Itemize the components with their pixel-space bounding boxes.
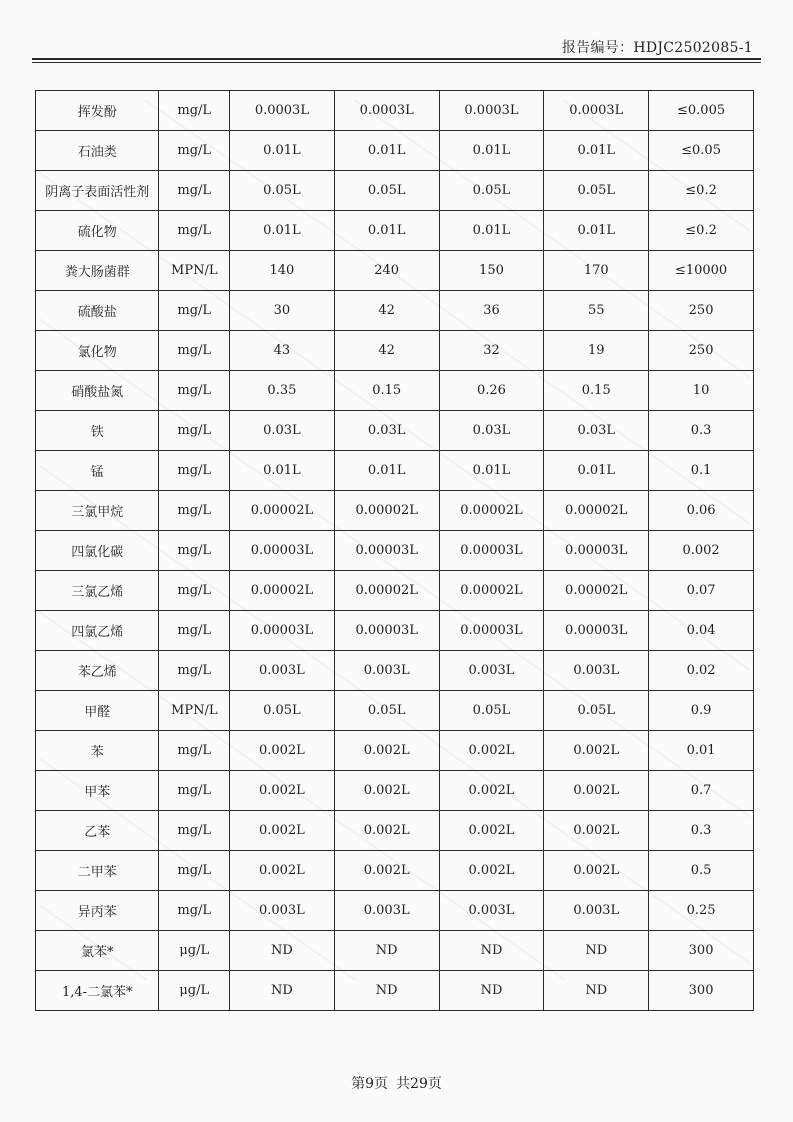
table-row bbox=[36, 611, 754, 651]
unit-cell: MPN/L bbox=[159, 691, 230, 731]
sample-3-value-cell: 0.26 bbox=[439, 371, 544, 411]
limit-cell: 0.7 bbox=[649, 771, 754, 811]
sample-3-value-cell: 0.003L bbox=[439, 651, 544, 691]
sample-4-value-cell: 0.01L bbox=[544, 211, 649, 251]
table-row bbox=[36, 531, 754, 571]
sample-2-value-cell: 0.00002L bbox=[334, 571, 439, 611]
sample-2-value-cell: 0.01L bbox=[334, 451, 439, 491]
unit-cell: mg/L bbox=[159, 291, 230, 331]
limit-cell: 0.07 bbox=[649, 571, 754, 611]
results-table bbox=[35, 90, 754, 1011]
table-row bbox=[36, 731, 754, 771]
item-name-cell: 氯苯* bbox=[36, 931, 159, 971]
item-name-cell: 异丙苯 bbox=[36, 891, 159, 931]
table-row bbox=[36, 371, 754, 411]
sample-3-value-cell: 0.05L bbox=[439, 171, 544, 211]
sample-2-value-cell: 0.0003L bbox=[334, 91, 439, 131]
sample-4-value-cell: 0.05L bbox=[544, 171, 649, 211]
sample-3-value-cell: 0.002L bbox=[439, 771, 544, 811]
limit-cell: ≤10000 bbox=[649, 251, 754, 291]
limit-cell: 250 bbox=[649, 291, 754, 331]
sample-3-value-cell: 36 bbox=[439, 291, 544, 331]
table-row bbox=[36, 851, 754, 891]
item-name-cell: 硝酸盐氮 bbox=[36, 371, 159, 411]
sample-4-value-cell: ND bbox=[544, 971, 649, 1011]
item-name-cell: 甲醛 bbox=[36, 691, 159, 731]
limit-cell: 0.02 bbox=[649, 651, 754, 691]
item-name-cell: 锰 bbox=[36, 451, 159, 491]
sample-4-value-cell: 0.05L bbox=[544, 691, 649, 731]
limit-cell: ≤0.2 bbox=[649, 211, 754, 251]
sample-2-value-cell: 0.01L bbox=[334, 131, 439, 171]
sample-1-value-cell: 140 bbox=[230, 251, 335, 291]
sample-1-value-cell: 0.0003L bbox=[230, 91, 335, 131]
item-name-cell: 三氯乙烯 bbox=[36, 571, 159, 611]
sample-1-value-cell: 0.01L bbox=[230, 211, 335, 251]
sample-1-value-cell: 0.002L bbox=[230, 851, 335, 891]
table-row bbox=[36, 691, 754, 731]
sample-3-value-cell: 0.00003L bbox=[439, 611, 544, 651]
sample-3-value-cell: 150 bbox=[439, 251, 544, 291]
item-name-cell: 二甲苯 bbox=[36, 851, 159, 891]
unit-cell: mg/L bbox=[159, 851, 230, 891]
sample-4-value-cell: 0.00003L bbox=[544, 531, 649, 571]
sample-2-value-cell: ND bbox=[334, 971, 439, 1011]
sample-3-value-cell: 0.05L bbox=[439, 691, 544, 731]
sample-2-value-cell: 0.05L bbox=[334, 691, 439, 731]
limit-cell: 300 bbox=[649, 931, 754, 971]
item-name-cell: 石油类 bbox=[36, 131, 159, 171]
limit-cell: 0.002 bbox=[649, 531, 754, 571]
sample-4-value-cell: 0.0003L bbox=[544, 91, 649, 131]
sample-4-value-cell: 0.002L bbox=[544, 771, 649, 811]
sample-4-value-cell: 0.003L bbox=[544, 891, 649, 931]
sample-2-value-cell: 0.00003L bbox=[334, 611, 439, 651]
sample-2-value-cell: 0.00002L bbox=[334, 491, 439, 531]
limit-cell: ≤0.005 bbox=[649, 91, 754, 131]
limit-cell: ≤0.2 bbox=[649, 171, 754, 211]
sample-1-value-cell: 0.03L bbox=[230, 411, 335, 451]
sample-1-value-cell: 43 bbox=[230, 331, 335, 371]
sample-4-value-cell: 0.15 bbox=[544, 371, 649, 411]
table-row bbox=[36, 771, 754, 811]
sample-2-value-cell: 0.002L bbox=[334, 811, 439, 851]
sample-4-value-cell: 0.002L bbox=[544, 851, 649, 891]
sample-2-value-cell: 0.003L bbox=[334, 891, 439, 931]
table-row bbox=[36, 971, 754, 1011]
sample-1-value-cell: 0.05L bbox=[230, 171, 335, 211]
sample-2-value-cell: 0.002L bbox=[334, 851, 439, 891]
sample-4-value-cell: 0.01L bbox=[544, 451, 649, 491]
header-rule bbox=[32, 58, 761, 60]
limit-cell: 10 bbox=[649, 371, 754, 411]
unit-cell: mg/L bbox=[159, 451, 230, 491]
table-row bbox=[36, 491, 754, 531]
table-row bbox=[36, 571, 754, 611]
page-footer bbox=[0, 1073, 793, 1093]
sample-1-value-cell: 0.01L bbox=[230, 451, 335, 491]
sample-2-value-cell: 0.01L bbox=[334, 211, 439, 251]
sample-4-value-cell: 0.00003L bbox=[544, 611, 649, 651]
sample-4-value-cell: 0.002L bbox=[544, 811, 649, 851]
sample-2-value-cell: 42 bbox=[334, 291, 439, 331]
item-name-cell: 阴离子表面活性剂 bbox=[36, 171, 159, 211]
limit-cell: 0.04 bbox=[649, 611, 754, 651]
sample-4-value-cell: 0.002L bbox=[544, 731, 649, 771]
unit-cell: μg/L bbox=[159, 971, 230, 1011]
sample-1-value-cell: 0.00003L bbox=[230, 531, 335, 571]
sample-1-value-cell: 0.003L bbox=[230, 651, 335, 691]
item-name-cell: 硫化物 bbox=[36, 211, 159, 251]
limit-cell: 0.06 bbox=[649, 491, 754, 531]
item-name-cell: 粪大肠菌群 bbox=[36, 251, 159, 291]
unit-cell: mg/L bbox=[159, 131, 230, 171]
limit-cell: 0.5 bbox=[649, 851, 754, 891]
table-row bbox=[36, 891, 754, 931]
sample-3-value-cell: 0.00002L bbox=[439, 491, 544, 531]
unit-cell: mg/L bbox=[159, 811, 230, 851]
sample-2-value-cell: 0.00003L bbox=[334, 531, 439, 571]
sample-2-value-cell: 42 bbox=[334, 331, 439, 371]
item-name-cell: 乙苯 bbox=[36, 811, 159, 851]
results-table-body bbox=[36, 91, 754, 1011]
sample-1-value-cell: 0.01L bbox=[230, 131, 335, 171]
item-name-cell: 1,4-二氯苯* bbox=[36, 971, 159, 1011]
sample-3-value-cell: 0.01L bbox=[439, 211, 544, 251]
table-row bbox=[36, 931, 754, 971]
unit-cell: mg/L bbox=[159, 331, 230, 371]
item-name-cell: 甲苯 bbox=[36, 771, 159, 811]
item-name-cell: 挥发酚 bbox=[36, 91, 159, 131]
unit-cell: mg/L bbox=[159, 411, 230, 451]
table-row bbox=[36, 651, 754, 691]
table-row bbox=[36, 211, 754, 251]
sample-3-value-cell: 0.03L bbox=[439, 411, 544, 451]
unit-cell: mg/L bbox=[159, 211, 230, 251]
sample-1-value-cell: 0.00002L bbox=[230, 571, 335, 611]
sample-2-value-cell: 0.03L bbox=[334, 411, 439, 451]
unit-cell: MPN/L bbox=[159, 251, 230, 291]
header-rule-secondary bbox=[32, 62, 761, 63]
unit-cell: mg/L bbox=[159, 771, 230, 811]
sample-3-value-cell: 0.01L bbox=[439, 451, 544, 491]
table-row bbox=[36, 171, 754, 211]
sample-4-value-cell: 0.03L bbox=[544, 411, 649, 451]
table-row bbox=[36, 91, 754, 131]
sample-3-value-cell: ND bbox=[439, 971, 544, 1011]
unit-cell: mg/L bbox=[159, 571, 230, 611]
unit-cell: mg/L bbox=[159, 491, 230, 531]
item-name-cell: 铁 bbox=[36, 411, 159, 451]
sample-2-value-cell: 240 bbox=[334, 251, 439, 291]
sample-1-value-cell: 30 bbox=[230, 291, 335, 331]
sample-1-value-cell: 0.05L bbox=[230, 691, 335, 731]
item-name-cell: 氯化物 bbox=[36, 331, 159, 371]
sample-4-value-cell: 0.003L bbox=[544, 651, 649, 691]
sample-4-value-cell: 0.00002L bbox=[544, 571, 649, 611]
sample-2-value-cell: 0.15 bbox=[334, 371, 439, 411]
sample-2-value-cell: 0.002L bbox=[334, 731, 439, 771]
sample-4-value-cell: 0.00002L bbox=[544, 491, 649, 531]
sample-4-value-cell: 55 bbox=[544, 291, 649, 331]
sample-4-value-cell: ND bbox=[544, 931, 649, 971]
unit-cell: mg/L bbox=[159, 171, 230, 211]
sample-1-value-cell: 0.003L bbox=[230, 891, 335, 931]
report-number: 报告编号：HDJC2502085-1 bbox=[561, 40, 753, 56]
item-name-cell: 苯乙烯 bbox=[36, 651, 159, 691]
unit-cell: mg/L bbox=[159, 531, 230, 571]
sample-3-value-cell: ND bbox=[439, 931, 544, 971]
table-row bbox=[36, 411, 754, 451]
unit-cell: mg/L bbox=[159, 891, 230, 931]
table-row bbox=[36, 331, 754, 371]
limit-cell: 0.3 bbox=[649, 411, 754, 451]
sample-2-value-cell: 0.003L bbox=[334, 651, 439, 691]
unit-cell: mg/L bbox=[159, 611, 230, 651]
limit-cell: 0.01 bbox=[649, 731, 754, 771]
item-name-cell: 苯 bbox=[36, 731, 159, 771]
limit-cell: 0.9 bbox=[649, 691, 754, 731]
sample-1-value-cell: ND bbox=[230, 971, 335, 1011]
sample-1-value-cell: 0.00003L bbox=[230, 611, 335, 651]
sample-3-value-cell: 0.002L bbox=[439, 811, 544, 851]
unit-cell: mg/L bbox=[159, 651, 230, 691]
sample-2-value-cell: 0.05L bbox=[334, 171, 439, 211]
table-row bbox=[36, 131, 754, 171]
unit-cell: mg/L bbox=[159, 371, 230, 411]
sample-3-value-cell: 0.00002L bbox=[439, 571, 544, 611]
item-name-cell: 四氯乙烯 bbox=[36, 611, 159, 651]
sample-3-value-cell: 0.002L bbox=[439, 851, 544, 891]
sample-3-value-cell: 0.002L bbox=[439, 731, 544, 771]
unit-cell: mg/L bbox=[159, 731, 230, 771]
sample-1-value-cell: 0.00002L bbox=[230, 491, 335, 531]
limit-cell: 300 bbox=[649, 971, 754, 1011]
sample-1-value-cell: 0.35 bbox=[230, 371, 335, 411]
sample-3-value-cell: 32 bbox=[439, 331, 544, 371]
sample-4-value-cell: 0.01L bbox=[544, 131, 649, 171]
limit-cell: 0.3 bbox=[649, 811, 754, 851]
limit-cell: 0.1 bbox=[649, 451, 754, 491]
table-row bbox=[36, 451, 754, 491]
limit-cell: 250 bbox=[649, 331, 754, 371]
sample-3-value-cell: 0.0003L bbox=[439, 91, 544, 131]
sample-3-value-cell: 0.00003L bbox=[439, 531, 544, 571]
sample-3-value-cell: 0.01L bbox=[439, 131, 544, 171]
limit-cell: ≤0.05 bbox=[649, 131, 754, 171]
table-row bbox=[36, 251, 754, 291]
sample-1-value-cell: ND bbox=[230, 931, 335, 971]
sample-3-value-cell: 0.003L bbox=[439, 891, 544, 931]
page-total: 共29页 bbox=[396, 1076, 442, 1092]
sample-2-value-cell: 0.002L bbox=[334, 771, 439, 811]
table-row bbox=[36, 811, 754, 851]
unit-cell: mg/L bbox=[159, 91, 230, 131]
sample-2-value-cell: ND bbox=[334, 931, 439, 971]
sample-1-value-cell: 0.002L bbox=[230, 811, 335, 851]
item-name-cell: 三氯甲烷 bbox=[36, 491, 159, 531]
limit-cell: 0.25 bbox=[649, 891, 754, 931]
sample-4-value-cell: 19 bbox=[544, 331, 649, 371]
sample-1-value-cell: 0.002L bbox=[230, 771, 335, 811]
sample-4-value-cell: 170 bbox=[544, 251, 649, 291]
sample-1-value-cell: 0.002L bbox=[230, 731, 335, 771]
unit-cell: μg/L bbox=[159, 931, 230, 971]
item-name-cell: 硫酸盐 bbox=[36, 291, 159, 331]
page-number: 第9页 bbox=[351, 1076, 389, 1092]
table-row bbox=[36, 291, 754, 331]
item-name-cell: 四氯化碳 bbox=[36, 531, 159, 571]
